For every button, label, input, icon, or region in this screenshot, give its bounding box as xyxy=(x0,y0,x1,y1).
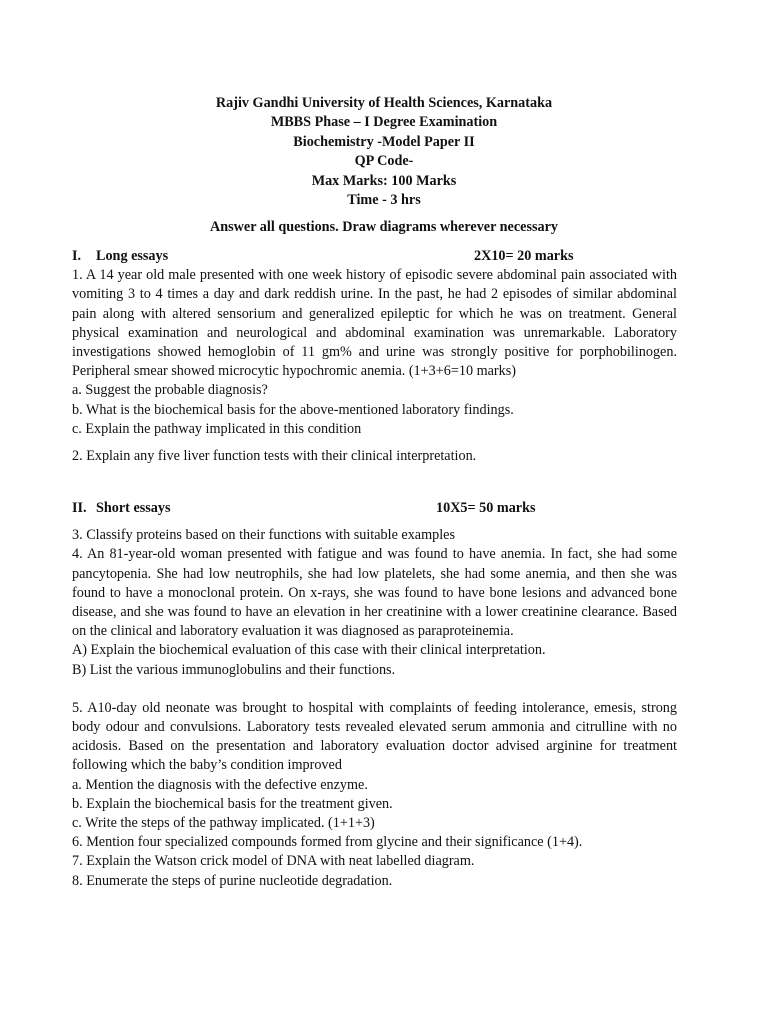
question-8: 8. Enumerate the steps of purine nucleotide degradation. xyxy=(72,872,393,889)
section-title: Short essays xyxy=(96,500,171,516)
question-4-part-a: A) Explain the biochemical evaluation of this case with their clinical interpretation. xyxy=(72,642,546,659)
section-long-essays xyxy=(72,247,677,466)
max-marks: Max Marks: 100 Marks xyxy=(311,172,457,189)
section-heading xyxy=(72,247,677,266)
question-1-part-b: b. What is the biochemical basis for the above-mentioned laboratory findings. xyxy=(72,401,514,418)
instructions: Answer all questions. Draw diagrams wherever necessary xyxy=(210,219,558,235)
time-allowed: Time - 3 hrs xyxy=(347,192,421,209)
question-1-part-a: a. Suggest the probable diagnosis? xyxy=(72,382,268,399)
question-1-part-c: c. Explain the pathway implicated in this condition xyxy=(72,420,362,437)
question-5: 5. A10-day old neonate was brought to hospital with complaints of feeding intolerance, emesis, strong body odour and convulsions. Laboratory tests revealed elevated serum ammonia and citrulline with no acidosis. Based on the presentation and laboratory evaluation doctor advised arginine for treatment following which the baby’s condition improved xyxy=(72,699,677,774)
question-5-part-c: c. Write the steps of the pathway implicated. (1+1+3) xyxy=(72,815,375,832)
section-numeral: I. xyxy=(72,248,82,264)
section-heading xyxy=(72,499,677,518)
exam-name: MBBS Phase – I Degree Examination xyxy=(270,114,498,131)
question-1: 1. A 14 year old male presented with one week history of episodic severe abdominal pain associated with vomiting 3 to 4 times a day and dark reddish urine. In the past, he had 2 episodes of similar abdominal pain along with altered sensorium and generalized epileptic for which he was on treatment. General physical examination and neurological and abdominal examination was unremarkable. Laboratory investigations showed hemoglobin of 11 gm% and urine was strongly positive for porphobilinogen. Peripheral smear showed microcytic hypochromic anemia. (1+3+6=10 marks) xyxy=(72,267,677,380)
section-short-essays xyxy=(72,499,677,891)
question-4-part-b: B) List the various immunoglobulins and their functions. xyxy=(72,661,396,678)
section-marks: 10X5= 50 marks xyxy=(436,500,536,516)
question-5-part-a: a. Mention the diagnosis with the defective enzyme. xyxy=(72,776,368,793)
question-7: 7. Explain the Watson crick model of DNA with neat labelled diagram. xyxy=(72,853,475,870)
paper-header xyxy=(0,94,768,210)
question-5-part-b: b. Explain the biochemical basis for the treatment given. xyxy=(72,795,393,812)
section-marks: 2X10= 20 marks xyxy=(474,248,574,264)
qp-code: QP Code- xyxy=(354,153,414,170)
university-name: Rajiv Gandhi University of Health Sciences, Karnataka xyxy=(215,95,553,111)
question-3: 3. Classify proteins based on their functions with suitable examples xyxy=(72,527,455,544)
section-title: Long essays xyxy=(96,248,169,264)
section-numeral: II. xyxy=(72,500,87,516)
question-6: 6. Mention four specialized compounds formed from glycine and their significance (1+4). xyxy=(72,834,583,851)
question-2: 2. Explain any five liver function tests with their clinical interpretation. xyxy=(72,448,477,465)
question-4: 4. An 81-year-old woman presented with fatigue and was found to have anemia. In fact, she had some pancytopenia. She had low neutrophils, she had low platelets, she had some anemia, and then she was found to have a monoclonal protein. On x-rays, she was found to have bone lesions and advanced bone disease, and she was found to have an elevation in her creatinine with a lower creatinine clearance. Based on the clinical and laboratory evaluation it was diagnosed as paraproteinemia. xyxy=(72,546,677,640)
paper-title: Biochemistry -Model Paper II xyxy=(293,133,475,150)
